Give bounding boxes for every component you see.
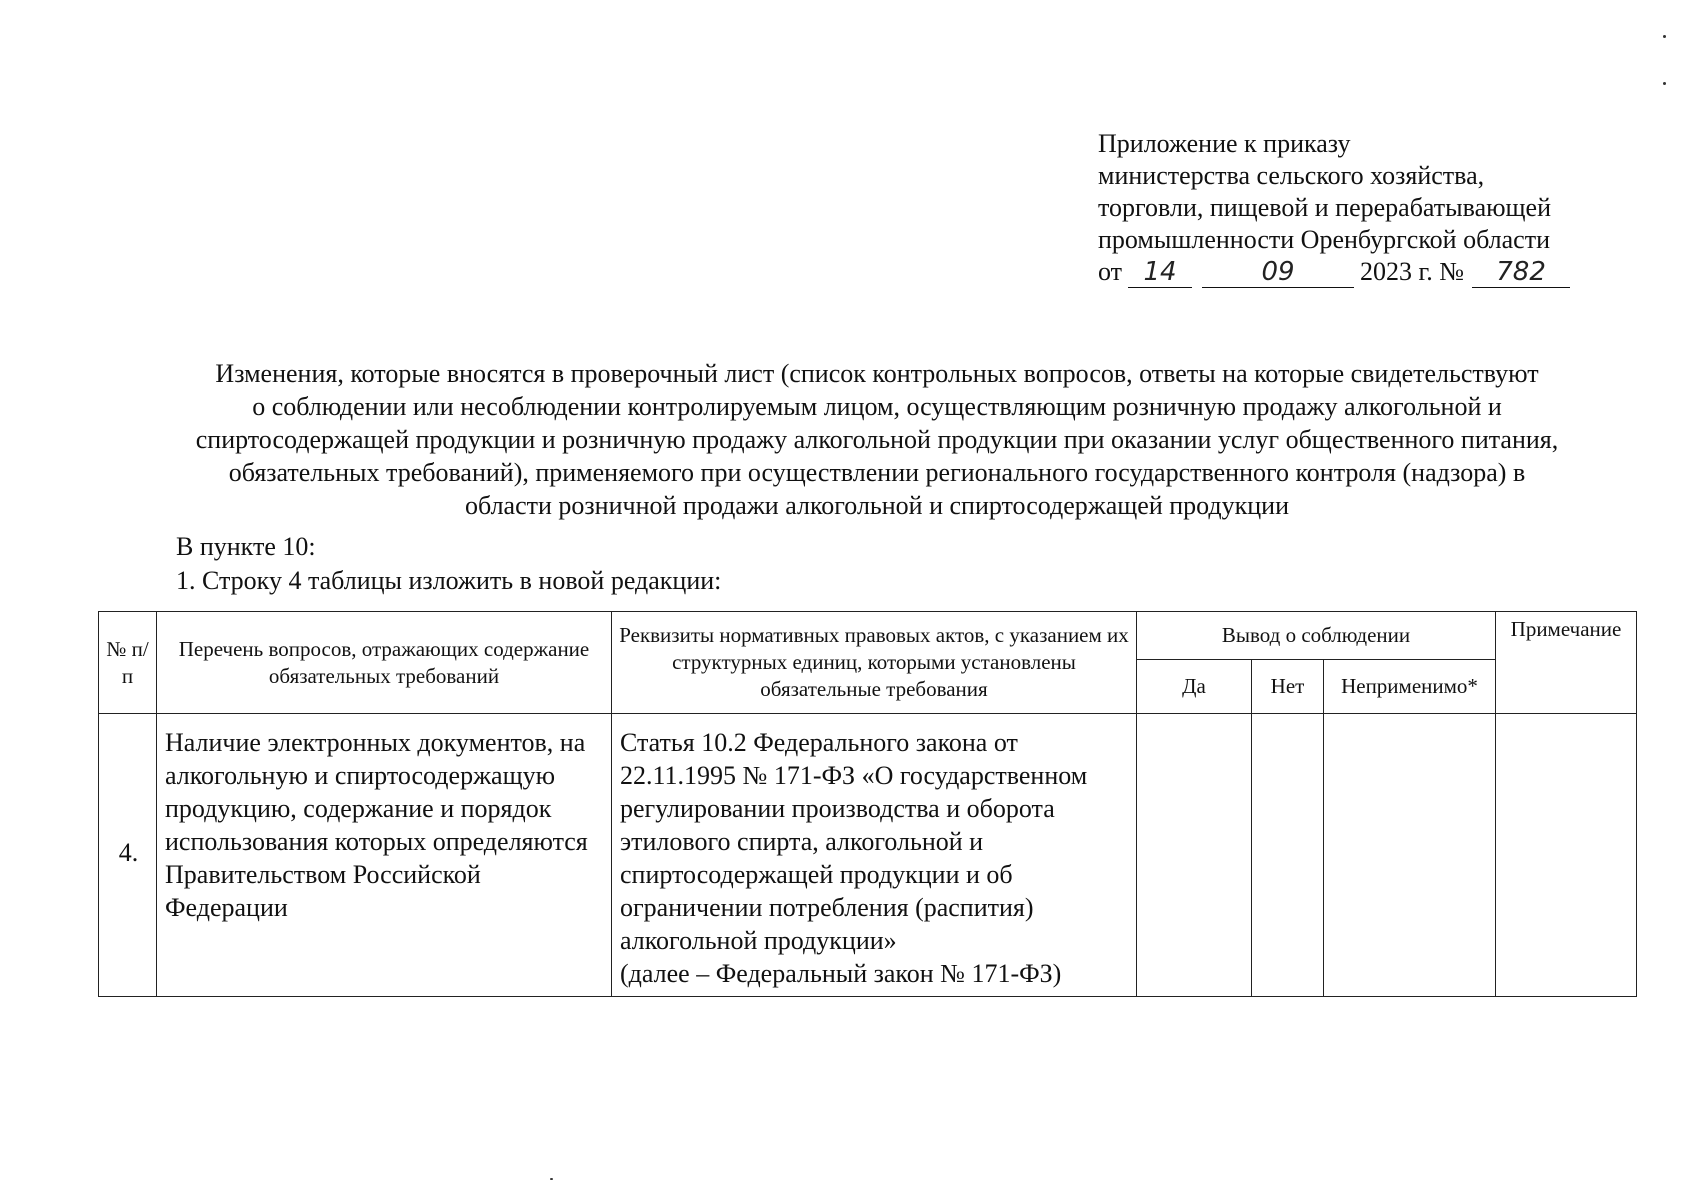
header-yes: Да xyxy=(1137,660,1252,714)
paragraph-instruction: 1. Строку 4 таблицы изложить в новой редакции: xyxy=(176,566,722,595)
order-day: 14 xyxy=(1128,257,1192,288)
row-note xyxy=(1496,714,1637,997)
header-na: Неприменимо* xyxy=(1324,660,1496,714)
header-num: № п/п xyxy=(99,612,157,714)
header-conclusion: Вывод о соблюдении xyxy=(1137,612,1496,660)
appendix-line: промышленности Оренбургской области xyxy=(1098,225,1550,254)
header-note: Примечание xyxy=(1496,612,1637,714)
heading-line: о соблюдении или несоблюдении контролируемым лицом, осуществляющим розничную продажу алкогольной и xyxy=(252,392,1502,421)
row-yes xyxy=(1137,714,1252,997)
document-heading xyxy=(112,357,1642,522)
header-no: Нет xyxy=(1252,660,1324,714)
scan-speck xyxy=(1663,35,1666,38)
row-requisite-text: Статья 10.2 Федерального закона от 22.11.1995 № 171-ФЗ «О государственном регулировании производства и оборота этилового спирта, алкогольной и спиртосодержащей продукции и об ограничении потребления (распития) алкогольной продукции» xyxy=(620,728,1088,955)
appendix-line: министерства сельского хозяйства, xyxy=(1098,161,1485,190)
appendix-line: Приложение к приказу xyxy=(1098,129,1351,158)
heading-line: обязательных требований), применяемого при осуществлении регионального государственного контроля (надзора) в xyxy=(228,458,1526,487)
row-question: Наличие электронных документов, на алкогольную и спиртосодержащую продукцию, содержание и порядок использования которых определяются Правительством Российской Федерации xyxy=(157,714,612,997)
table-row xyxy=(99,714,1637,997)
order-month: 09 xyxy=(1202,257,1354,288)
heading-line: области розничной продажи алкогольной и спиртосодержащей продукции xyxy=(464,491,1290,520)
appendix-line: торговли, пищевой и перерабатывающей xyxy=(1098,193,1552,222)
row-na xyxy=(1324,714,1496,997)
row-num: 4. xyxy=(99,714,157,997)
paragraph-point: В пункте 10: xyxy=(176,532,316,561)
order-date-line xyxy=(1098,256,1618,288)
scan-speck xyxy=(550,1178,553,1180)
order-number: 782 xyxy=(1472,257,1570,288)
row-requisite xyxy=(612,714,1137,997)
heading-line: спиртосодержащей продукции и розничную продажу алкогольной продукции при оказании услуг общественного питания, xyxy=(195,425,1559,454)
order-year: 2023 г. № xyxy=(1360,257,1465,286)
heading-line: Изменения, которые вносятся в проверочный лист (список контрольных вопросов, ответы на которые свидетельствуют xyxy=(215,359,1539,388)
row-no xyxy=(1252,714,1324,997)
header-questions: Перечень вопросов, отражающих содержание обязательных требований xyxy=(157,612,612,714)
row-requisite-note: (далее – Федеральный закон № 171-ФЗ) xyxy=(620,959,1062,988)
checklist-table xyxy=(98,611,1636,997)
appendix-block xyxy=(1098,128,1618,288)
scan-speck xyxy=(1663,82,1666,85)
header-requisites: Реквизиты нормативных правовых актов, с указанием их структурных единиц, которыми установлены обязательные требования xyxy=(612,612,1137,714)
date-prefix: от xyxy=(1098,257,1123,286)
